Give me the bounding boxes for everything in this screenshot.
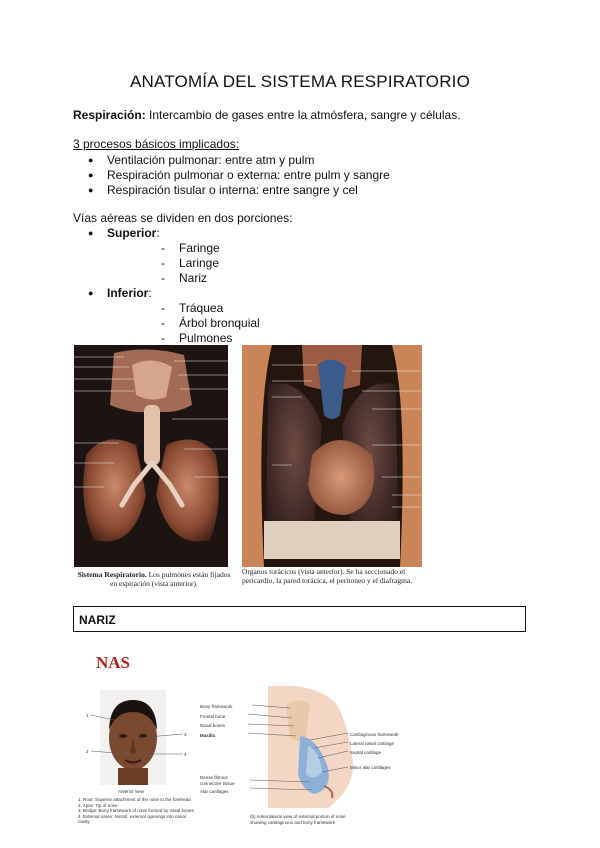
list-item: - Tráquea: [107, 301, 292, 316]
airways-heading: Vías aéreas se dividen en dos porciones:: [73, 211, 293, 225]
inferior-group: [73, 286, 292, 346]
side-label: Frontal bone: [200, 713, 226, 719]
side-labels-left: [200, 702, 233, 740]
inferior-list: [107, 301, 292, 346]
face-note: 2. Apex: Tip of nose: [78, 802, 118, 808]
face-note: 3. Bridge: Bony framework of nose formed by nasal bones: [78, 808, 194, 813]
respiratory-system-image: [74, 345, 228, 567]
superior-group: [73, 226, 292, 286]
face-leader-lines: [88, 710, 188, 760]
side-label: Alar cartilages: [200, 789, 229, 794]
side-label: Cartilaginous framework: [350, 732, 399, 737]
face-label-4: 4: [184, 752, 187, 757]
section-subtitle: NAS: [96, 653, 131, 672]
face-label-1: 1: [86, 713, 89, 718]
side-label: Maxilla: [200, 732, 216, 738]
side-label-minor: Minor alar cartilages: [350, 765, 391, 770]
page-title: ANATOMÍA DEL SISTEMA RESPIRATORIO: [129, 72, 471, 91]
definition-text: Intercambio de gases entre la atmósfera, sangre y células.: [149, 108, 461, 122]
section-header-label: NARIZ: [79, 613, 116, 627]
definition-label: Respiración:: [73, 108, 146, 122]
respiration-definition: [73, 108, 461, 122]
list-item: - Pulmones: [107, 331, 292, 346]
face-label-3: 3: [184, 732, 187, 737]
list-item: - Faringe: [107, 241, 292, 256]
left-caption-bold: Sistema Respiratorio.: [77, 570, 147, 579]
face-caption: Anterior view: [118, 789, 145, 794]
list-item: - Árbol bronquial: [107, 316, 292, 331]
face-label-2: 2: [86, 749, 89, 754]
list-item: ● Respiración tisular o interna: entre sangre y cel: [73, 183, 390, 198]
side-label: Lateral nasal cartilage: [350, 741, 395, 747]
processes-heading: 3 procesos básicos implicados:: [73, 137, 240, 151]
thoracic-organs-image: [242, 345, 422, 567]
side-label: Nasal bones: [200, 723, 226, 729]
side-leader-lines: [230, 700, 360, 790]
list-item: - Nariz: [107, 271, 292, 286]
airways-section: [73, 211, 292, 346]
processes-list: [73, 153, 390, 198]
side-caption: (b) Anterolateral view of external portion of nose showing cartilaginous and bony framework: [250, 814, 346, 825]
left-caption-text: Los pulmones están fijados en espiración (vista anterior).: [110, 570, 231, 588]
section-header-box: [73, 606, 526, 632]
inferior-colon: :: [148, 286, 152, 300]
list-item: - Laringe: [107, 256, 292, 271]
side-label: Dense fibrous connective tissue: [200, 775, 235, 786]
left-figure-caption: [74, 570, 234, 588]
processes-section: [73, 137, 390, 198]
superior-colon: :: [156, 226, 160, 240]
list-item: ● Respiración pulmonar o externa: entre pulm y sangre: [73, 168, 390, 183]
list-item: ● Ventilación pulmonar: entre atm y pulm: [73, 153, 390, 168]
face-notes: [78, 797, 198, 825]
inferior-label: Inferior: [107, 286, 149, 300]
side-label: Bony framework: [200, 704, 233, 709]
face-note: 4. External nares: Nostril; external openings into nasal cavity: [78, 813, 186, 824]
side-label: Septal cartilage: [350, 750, 382, 756]
superior-list: [107, 241, 292, 286]
superior-label: Superior: [107, 226, 157, 240]
right-figure-caption: Órganos torácicos (vista anterior). Se ha seccionado el pericardio, la pared torácica, el peritoneo y el diafragma.: [242, 567, 413, 585]
face-note: 1. Root: Superior attachment of the nose to the forehead: [78, 797, 191, 802]
